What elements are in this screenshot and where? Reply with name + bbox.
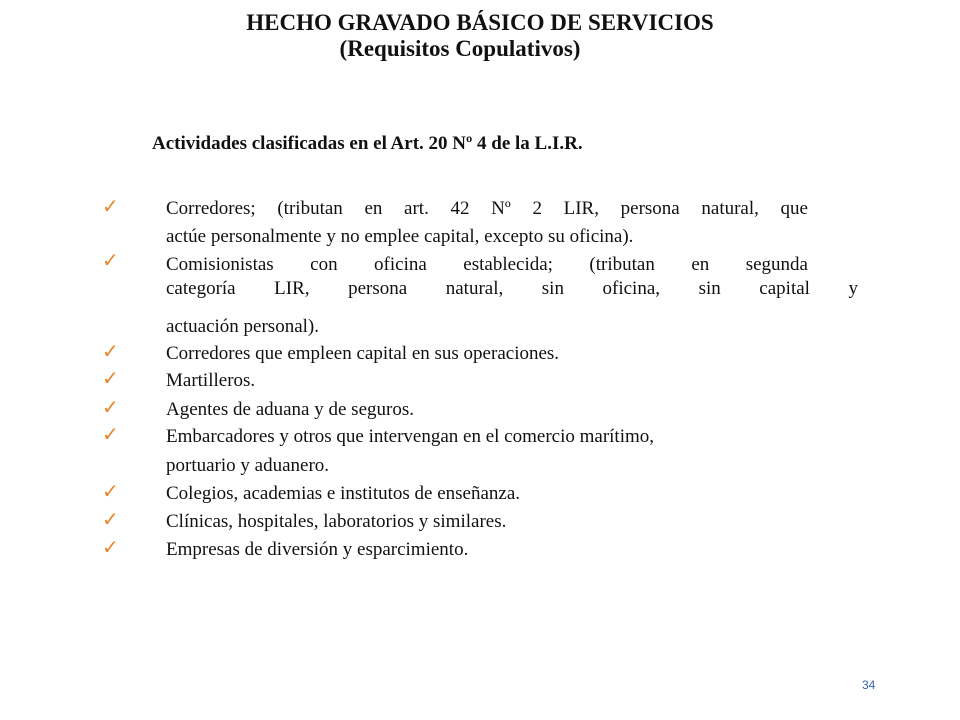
check-mark-icon: ✓: [102, 194, 119, 218]
list-item-line: Corredores; (tributan en art. 42 Nº 2 LIR, persona natural, que: [166, 198, 808, 219]
list-item-line: actuación personal).: [166, 316, 319, 337]
list-item-line: Clínicas, hospitales, laboratorios y similares.: [166, 511, 507, 532]
list-item-line: Corredores que empleen capital en sus operaciones.: [166, 343, 560, 364]
check-mark-icon: ✓: [102, 479, 119, 503]
check-mark-icon: ✓: [102, 366, 119, 390]
check-mark-icon: ✓: [102, 422, 119, 446]
page-number: 34: [862, 678, 876, 692]
slide-subtitle: Actividades clasificadas en el Art. 20 Nº 4 de la L.I.R.: [152, 133, 583, 154]
list-item-line: categoría LIR, persona natural, sin oficina, sin capital y: [166, 278, 858, 299]
title-line-1: HECHO GRAVADO BÁSICO DE SERVICIOS: [246, 10, 714, 35]
list-item-line: portuario y aduanero.: [166, 455, 330, 476]
list-item-line: Comisionistas con oficina establecida; (tributan en segunda: [166, 254, 808, 275]
check-mark-icon: ✓: [102, 339, 119, 363]
title-line-2: (Requisitos Copulativos): [339, 36, 581, 61]
check-mark-icon: ✓: [102, 248, 119, 272]
list-item-line: Martilleros.: [166, 370, 256, 391]
list-item-line: Colegios, academias e institutos de enseñanza.: [166, 483, 521, 504]
check-mark-icon: ✓: [102, 535, 119, 559]
slide-title: [0, 10, 960, 62]
check-mark-icon: ✓: [102, 507, 119, 531]
list-item-line: actúe personalmente y no emplee capital, excepto su oficina).: [166, 226, 634, 247]
list-item-line: Embarcadores y otros que intervengan en el comercio marítimo,: [166, 426, 655, 447]
check-mark-icon: ✓: [102, 395, 119, 419]
list-item-line: Agentes de aduana y de seguros.: [166, 399, 414, 420]
list-item-line: Empresas de diversión y esparcimiento.: [166, 539, 469, 560]
